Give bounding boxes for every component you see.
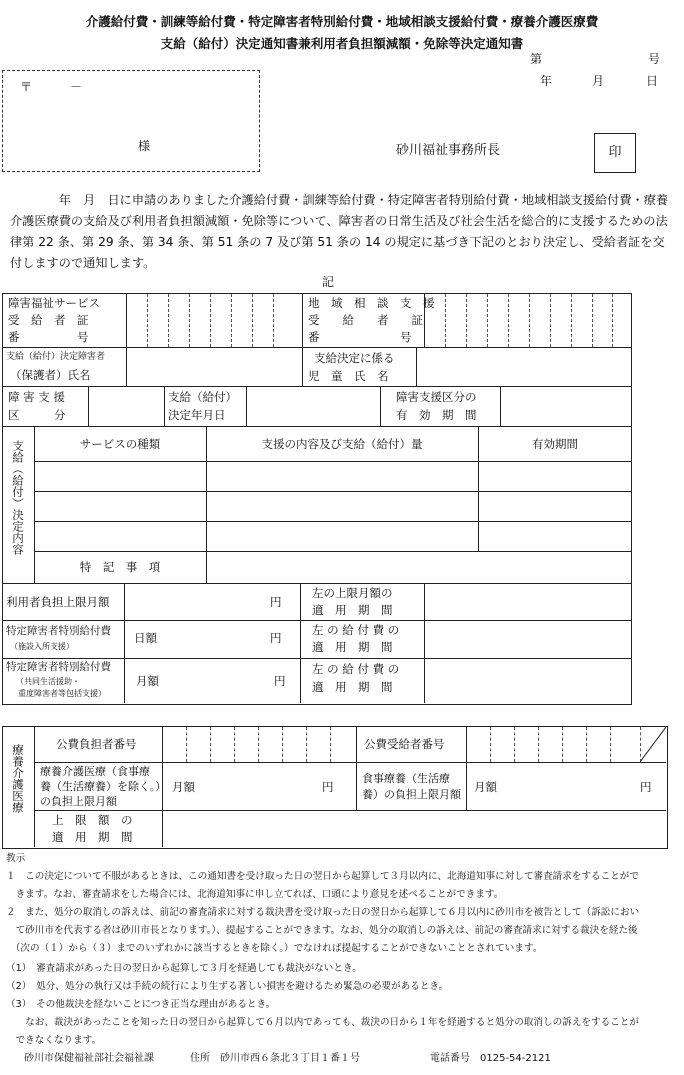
date-year: 年	[540, 74, 553, 88]
note-3: なお、裁決があったことを知った日の翌日から起算して６月以内であっても、裁決の日から１年を経過すると処分の取消しの訴えをすることが	[6, 1017, 639, 1028]
footer-phone: 電話番号 0125-54-2121	[430, 1053, 551, 1064]
kohi-futan-label: 公費負担者番号	[56, 737, 137, 751]
kyufu-period-1: 左 の 給 付 費 の	[312, 623, 400, 637]
recipient-no-label-2: 受 給 者 証	[8, 313, 89, 327]
limit-period-1: 左の上限月額の	[312, 586, 393, 600]
chiiki-label-1: 地 域 相 談 支 援	[308, 296, 435, 310]
postal-mark: 〒	[20, 80, 33, 94]
date-month: 月	[592, 74, 605, 88]
guardian-label-2: （保護者）氏名	[10, 368, 91, 382]
tokutei2-label-1: 特定障害者特別給付費	[6, 661, 111, 673]
issuer-name: 砂川福祉事務所長	[396, 143, 501, 158]
footer-dept: 砂川市保健福祉部社会福祉課	[24, 1053, 154, 1064]
iryo-label-1: 療養介護医療（食事療	[40, 765, 150, 778]
recipient-no-label-1: 障害福祉サービス	[8, 296, 100, 310]
sub-note-1: （1） 審査請求があった日の翌日から起算して３月を経過しても裁決がないとき。	[6, 963, 362, 974]
shokuji-label-1: 食事療養（生活療	[362, 772, 450, 785]
sub-note-3: （3） その他裁決を経ないことにつき正当な理由があるとき。	[6, 999, 276, 1010]
tokutei2-label-2: （共同生活援助・	[16, 677, 80, 686]
daily-yen: 円	[270, 631, 282, 645]
kettei-date-1: 支給（給付）	[168, 390, 237, 404]
note-3b: できなくなります。	[6, 1035, 102, 1046]
iryo-yen: 円	[322, 780, 334, 794]
col-service: サービスの種類	[79, 437, 161, 451]
kohi-jukyu-label: 公費受給者番号	[364, 737, 445, 751]
iryo-label-2: 養（生活療養）を除く。）	[40, 780, 167, 793]
monthly-label: 月額	[136, 674, 159, 688]
period-label-1: 上 限 額 の	[52, 813, 133, 827]
kyufu-period-2: 適 用 期 間	[312, 640, 393, 654]
kettei-date-2: 決定年月日	[168, 408, 226, 422]
kyufu-period2-1: 左 の 給 付 費 の	[312, 662, 400, 676]
chiiki-label-2: 受 給 者 証	[308, 313, 423, 327]
seal-box: 印	[594, 133, 636, 173]
sama-label: 様	[138, 139, 151, 153]
title-line-2: 支給（給付）決定通知書兼利用者負担額減額・免除等決定通知書	[160, 36, 524, 51]
tokutei1-label-2: （施設入所支援）	[10, 642, 74, 651]
note-1b: きます。なお、審査請求をした場合には、北海道知事に申し立てれば、口頭により意見を述べることができます。	[6, 889, 504, 900]
period-label-2: 適 用 期 間	[52, 830, 133, 844]
tokutei2-label-3: 重度障害者等包括支援）	[18, 689, 106, 698]
child-label-2: 児 童 氏 名	[308, 369, 389, 383]
limit-label: 利用者負担上限月額	[6, 595, 110, 609]
note-2b: て砂川市を代表する者は砂川市長となります。）、提起することができます。なお、処分の取消しの訴えは、前記の審査請求に対する裁決を経た後	[6, 925, 638, 936]
section-vertical-label: 支給（給付）決定内容	[11, 440, 25, 555]
postal-dash: －	[70, 80, 83, 94]
note-1: １ この決定について不服があるときは、この通知書を受け取った日の翌日から起算して３月以内に、北海道知事に対して審査請求をすることがで	[6, 871, 639, 882]
col-content: 支援の内容及び支給（給付）量	[261, 437, 423, 451]
medical-vertical-label: 療養介護医療	[11, 744, 25, 813]
address-box	[2, 70, 260, 172]
limit-yen: 円	[270, 595, 282, 609]
shien-kubun-2: 区 分	[8, 408, 66, 422]
iryo-label-3: の負担上限月額	[40, 795, 117, 808]
child-label-1: 支給決定に係る	[314, 351, 395, 365]
note-2c: （次の（１）から（３）までのいずれかに該当するときを除く。）でなければ提起することができないこととされています。	[6, 943, 543, 954]
footer-address: 住所 砂川市西６条北３丁目１番１号	[190, 1053, 360, 1064]
notes-head: 教示	[6, 853, 26, 864]
body-text: 年 月 日に申請のありました介護給付費・訓練等給付費・特定障害者特別給付費・地域相談支援給付費・療養介護医療費の支給及び利用者負担額減額・免除等について、障害者の日常生活及び社会生活を総合的に支援するための法律第 22 条、第 29 条、第 34 条、第 51 条の 7 及び第 51 条の 14 の規定に基づき下記のとおり決定し、受給者証を交付しますので通知します。	[10, 193, 669, 270]
note-2: ２ また、処分の取消しの訴えは、前記の審査請求に対する裁決書を受け取った日の翌日から起算して６月以内に砂川市を被告として（訴訟におい	[6, 907, 640, 918]
ki-label: 記	[322, 275, 335, 289]
iryo-monthly: 月額	[172, 780, 195, 794]
chiiki-label-3: 番 号	[308, 330, 412, 344]
number-dai: 第	[530, 52, 543, 66]
daily-label: 日額	[134, 631, 157, 645]
date-day: 日	[646, 74, 659, 88]
recipient-no-label-3: 番 号	[8, 330, 89, 344]
title-line-1: 介護給付費・訓練等給付費・特定障害者特別給付費・地域相談支援給付費・療養介護医療費	[85, 14, 599, 29]
sub-note-2: （2） 処分、処分の執行又は手続の続行により生ずる著しい損害を避けるため緊急の必要があるとき。	[6, 981, 449, 992]
diagonal-slash	[640, 727, 666, 762]
number-go: 号	[648, 52, 661, 66]
col-period: 有効期間	[532, 437, 578, 451]
monthly-yen: 円	[274, 674, 286, 688]
shokuji-monthly: 月額	[474, 780, 497, 794]
yuko-1: 障害支援区分の	[396, 390, 477, 404]
shokuji-yen: 円	[640, 780, 652, 794]
guardian-label-1: 支給（給付）決定障害者	[6, 352, 106, 362]
kyufu-period2-2: 適 用 期 間	[312, 680, 393, 694]
yuko-2: 有 効 期 間	[396, 408, 477, 422]
tokki-label: 特 記 事 項	[79, 560, 161, 574]
shien-kubun-1: 障 害 支 援	[8, 390, 65, 404]
limit-period-2: 適 用 期 間	[312, 603, 393, 617]
shokuji-label-2: 養）の負担上限月額	[362, 788, 461, 801]
tokutei1-label-1: 特定障害者特別給付費	[6, 625, 111, 637]
